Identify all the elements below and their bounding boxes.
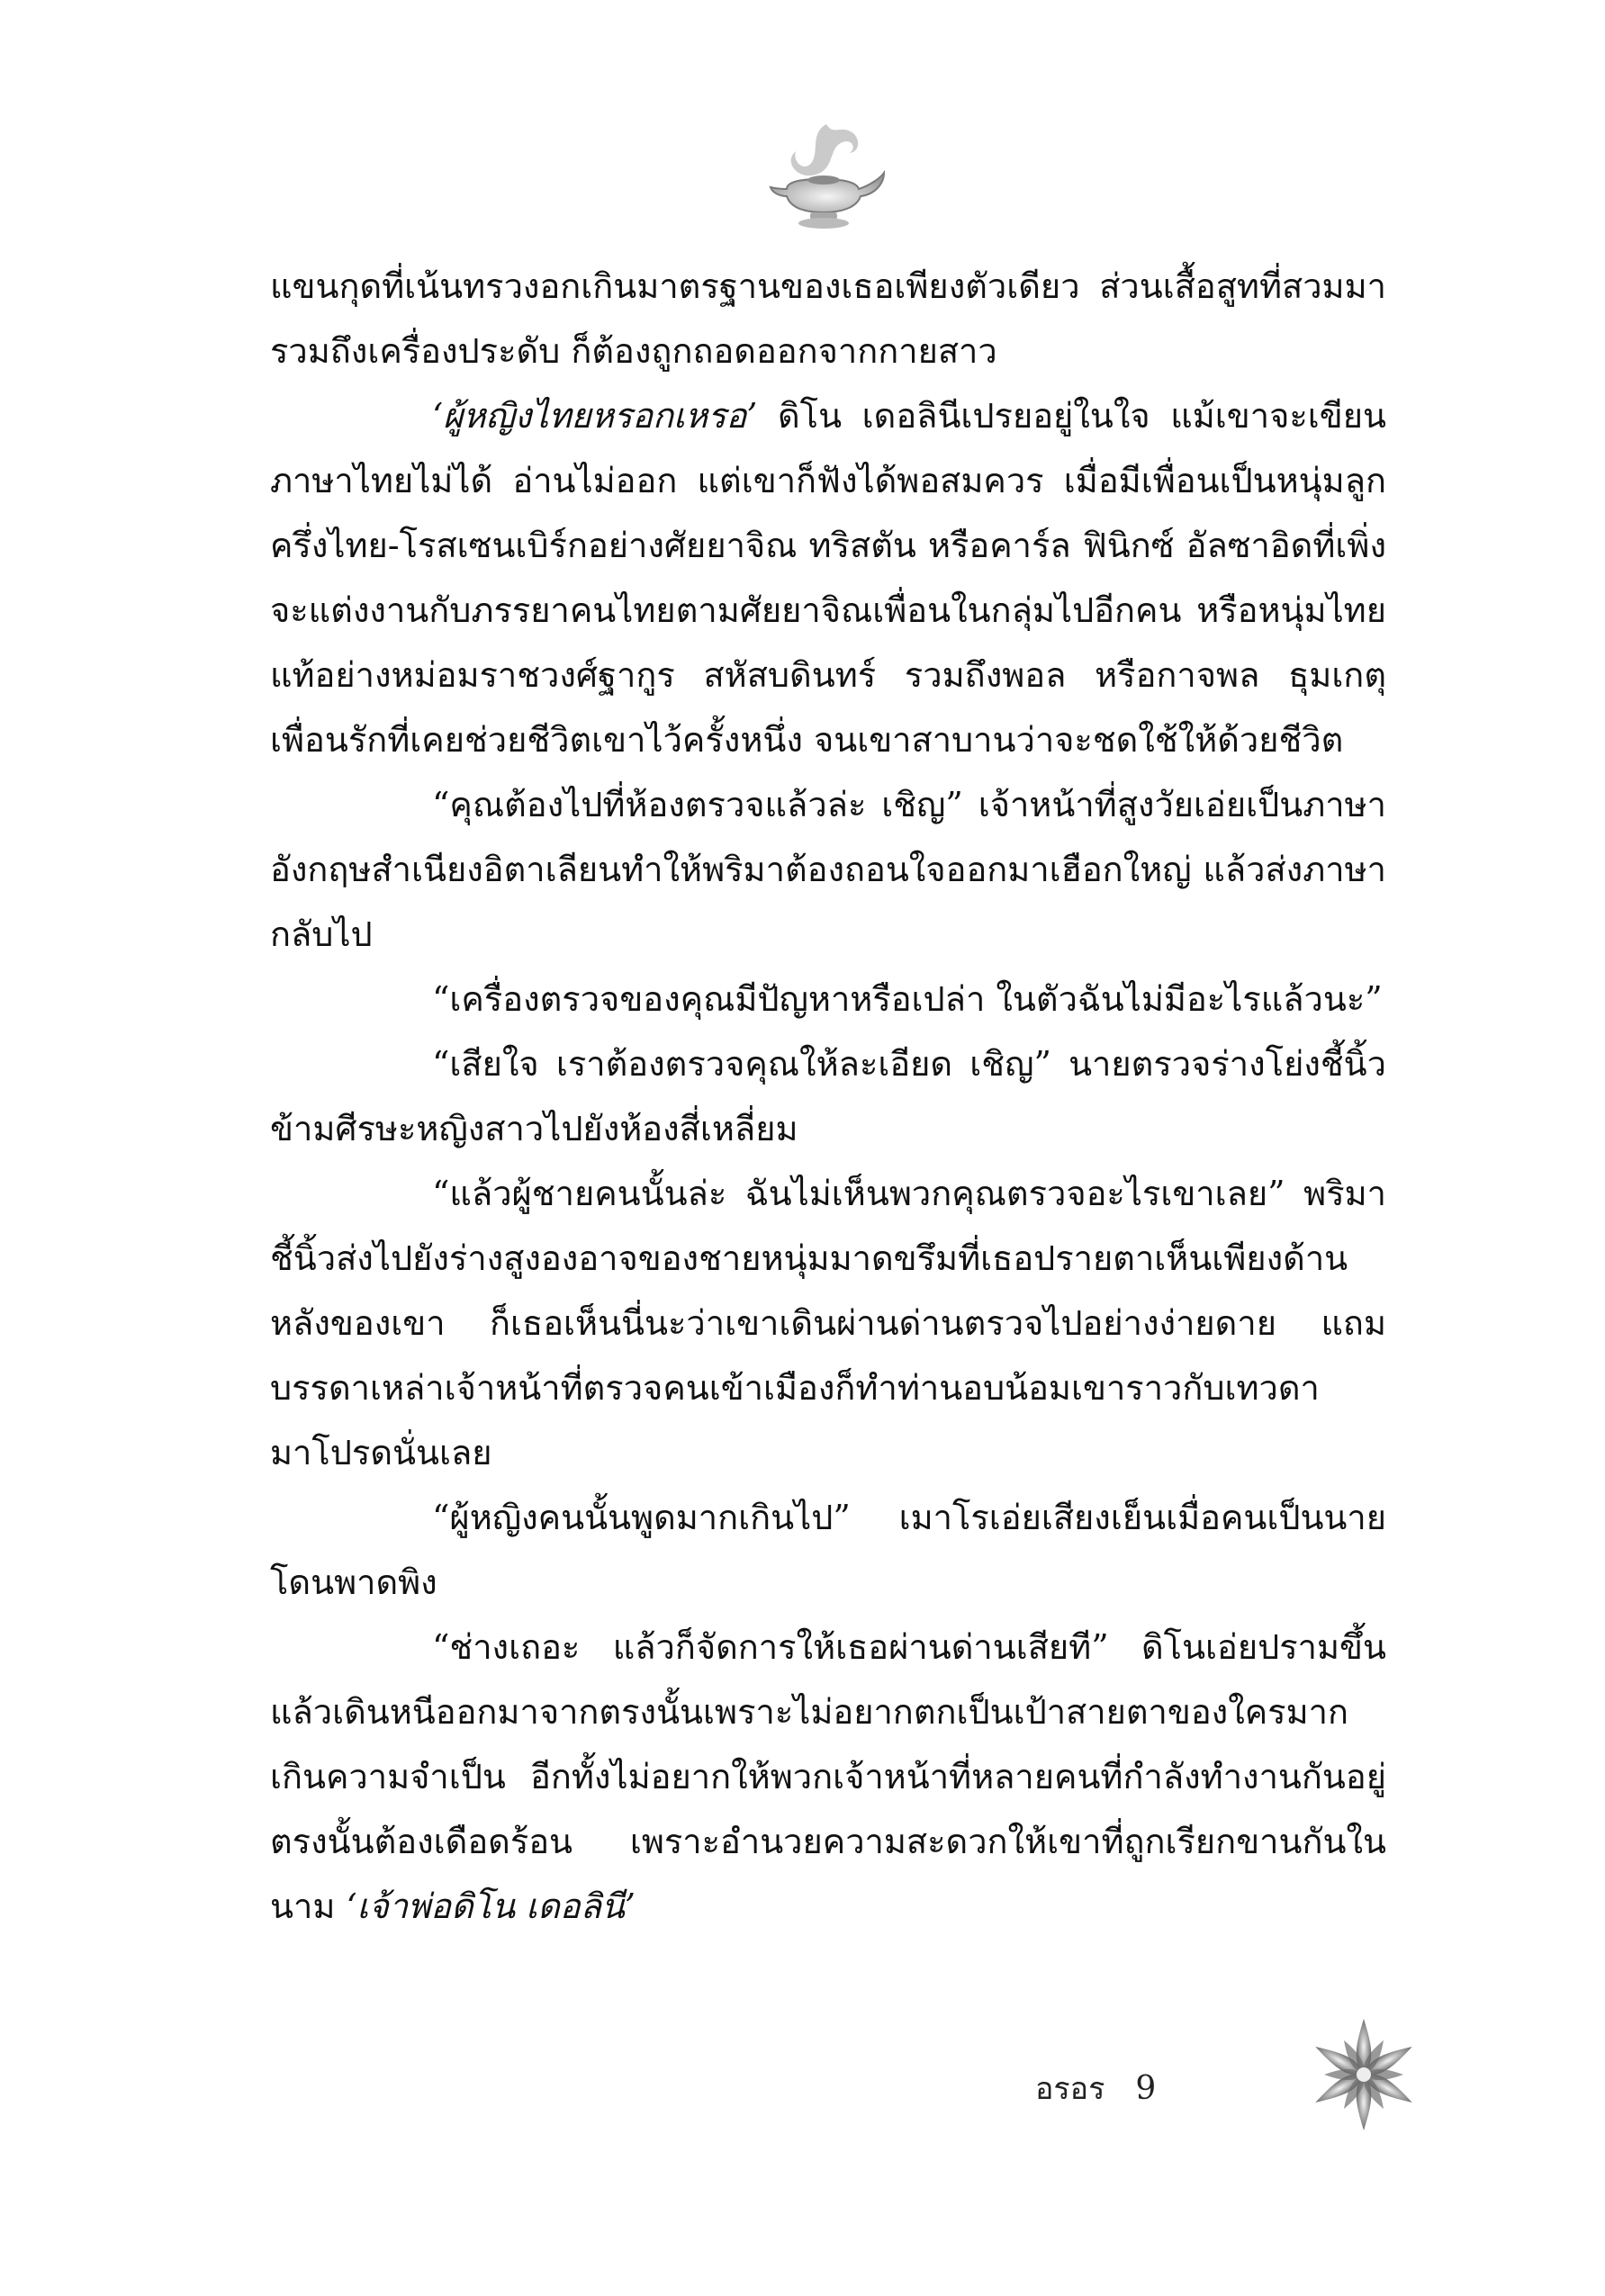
paragraph-5: “เสียใจ เราต้องตรวจคุณให้ละเอียด เชิญ” นายตรวจร่างโย่งชี้นิ้วข้ามศีรษะหญิงสาวไปยังห้องสี่เหลี่ยม xyxy=(270,1044,1386,1148)
paragraph-3: “คุณต้องไปที่ห้องตรวจแล้วล่ะ เชิญ” เจ้าหน้าที่สูงวัยเอ่ยเป็นภาษาอังกฤษสำเนียงอิตาเลียนทำให้พริมาต้องถอนใจออกมาเฮือกใหญ่ แล้วส่งภาษากลับไป xyxy=(270,785,1386,954)
paragraph-7: “ผู้หญิงคนนั้นพูดมากเกินไป” เมาโรเอ่ยเสียงเย็นเมื่อคนเป็นนายโดนพาดพิง xyxy=(270,1498,1386,1602)
lily-flower-icon xyxy=(1296,2007,1431,2142)
paragraph-6: “แล้วผู้ชายคนนั้นล่ะ ฉันไม่เห็นพวกคุณตรวจอะไรเขาเลย” พริมาชี้นิ้วส่งไปยังร่างสูงองอาจของชายหนุ่มมาดขรึมที่เธอปรายตาเห็นเพียงด้านหลังของเขา ก็เธอเห็นนี่นะว่าเขาเดินผ่านด่านตรวจไปอย่างง่ายดาย แถมบรรดาเหล่าเจ้าหน้าที่ตรวจคนเข้าเมืองก็ทำท่านอบน้อมเขาราวกับเทวดามาโปรดนั่นเลย xyxy=(270,1174,1386,1472)
paragraph-8 xyxy=(270,1615,1386,1939)
italic-nickname: ‘เจ้าพ่อดิโน เดอลินี’ xyxy=(346,1886,636,1926)
page-number: 9 xyxy=(1135,2069,1157,2107)
page-footer xyxy=(1035,2052,1156,2124)
running-title: อรอร xyxy=(1035,2071,1105,2107)
italic-thought: ‘ผู้หญิงไทยหรอกเหรอ’ xyxy=(432,396,758,436)
paragraph-8-text: “ช่างเถอะ แล้วก็จัดการให้เธอผ่านด่านเสียที” ดิโนเอ่ยปรามขึ้นแล้วเดินหนีออกมาจากตรงนั้นเพราะไม่อยากตกเป็นเป้าสายตาของใครมากเกินความจำเป็น อีกทั้งไม่อยากให้พวกเจ้าหน้าที่หลายคนที่กำลังทำงานกันอยู่ตรงนั้นต้องเดือดร้อน เพราะอำนวยความสะดวกให้เขาที่ถูกเรียกขานกันในนาม xyxy=(270,1627,1386,1926)
paragraph-4: “เครื่องตรวจของคุณมีปัญหาหรือเปล่า ในตัวฉันไม่มีอะไรแล้วนะ” xyxy=(432,979,1383,1019)
page-body xyxy=(270,254,1386,1939)
genie-lamp-icon xyxy=(756,106,891,241)
paragraph-2-text: ดิโน เดอลินีเปรยอยู่ในใจ แม้เขาจะเขียนภาษาไทยไม่ได้ อ่านไม่ออก แต่เขาก็ฟังได้พอสมควร เมื่อมีเพื่อนเป็นหนุ่มลูกครึ่งไทย-โรสเซนเบิร์กอย่างศัยยาจิณ ทริสตัน หรือคาร์ล ฟินิกซ์ อัลซาอิดที่เพิ่งจะแต่งงานกับภรรยาคนไทยตามศัยยาจิณเพื่อนในกลุ่มไปอีกคน หรือหนุ่มไทยแท้อย่างหม่อมราชวงศ์ฐากูร สหัสบดินทร์ รวมถึงพอล หรือกาจพล ธุมเกตุ เพื่อนรักที่เคยช่วยชีวิตเขาไว้ครั้งหนึ่ง จนเขาสาบานว่าจะชดใช้ให้ด้วยชีวิต xyxy=(270,396,1386,760)
paragraph-2 xyxy=(270,383,1386,772)
paragraph-1: แขนกุดที่เน้นทรวงอกเกินมาตรฐานของเธอเพียงตัวเดียว ส่วนเสื้อสูทที่สวมมา รวมถึงเครื่องประดับ ก็ต้องถูกถอดออกจากกายสาว xyxy=(270,266,1386,371)
